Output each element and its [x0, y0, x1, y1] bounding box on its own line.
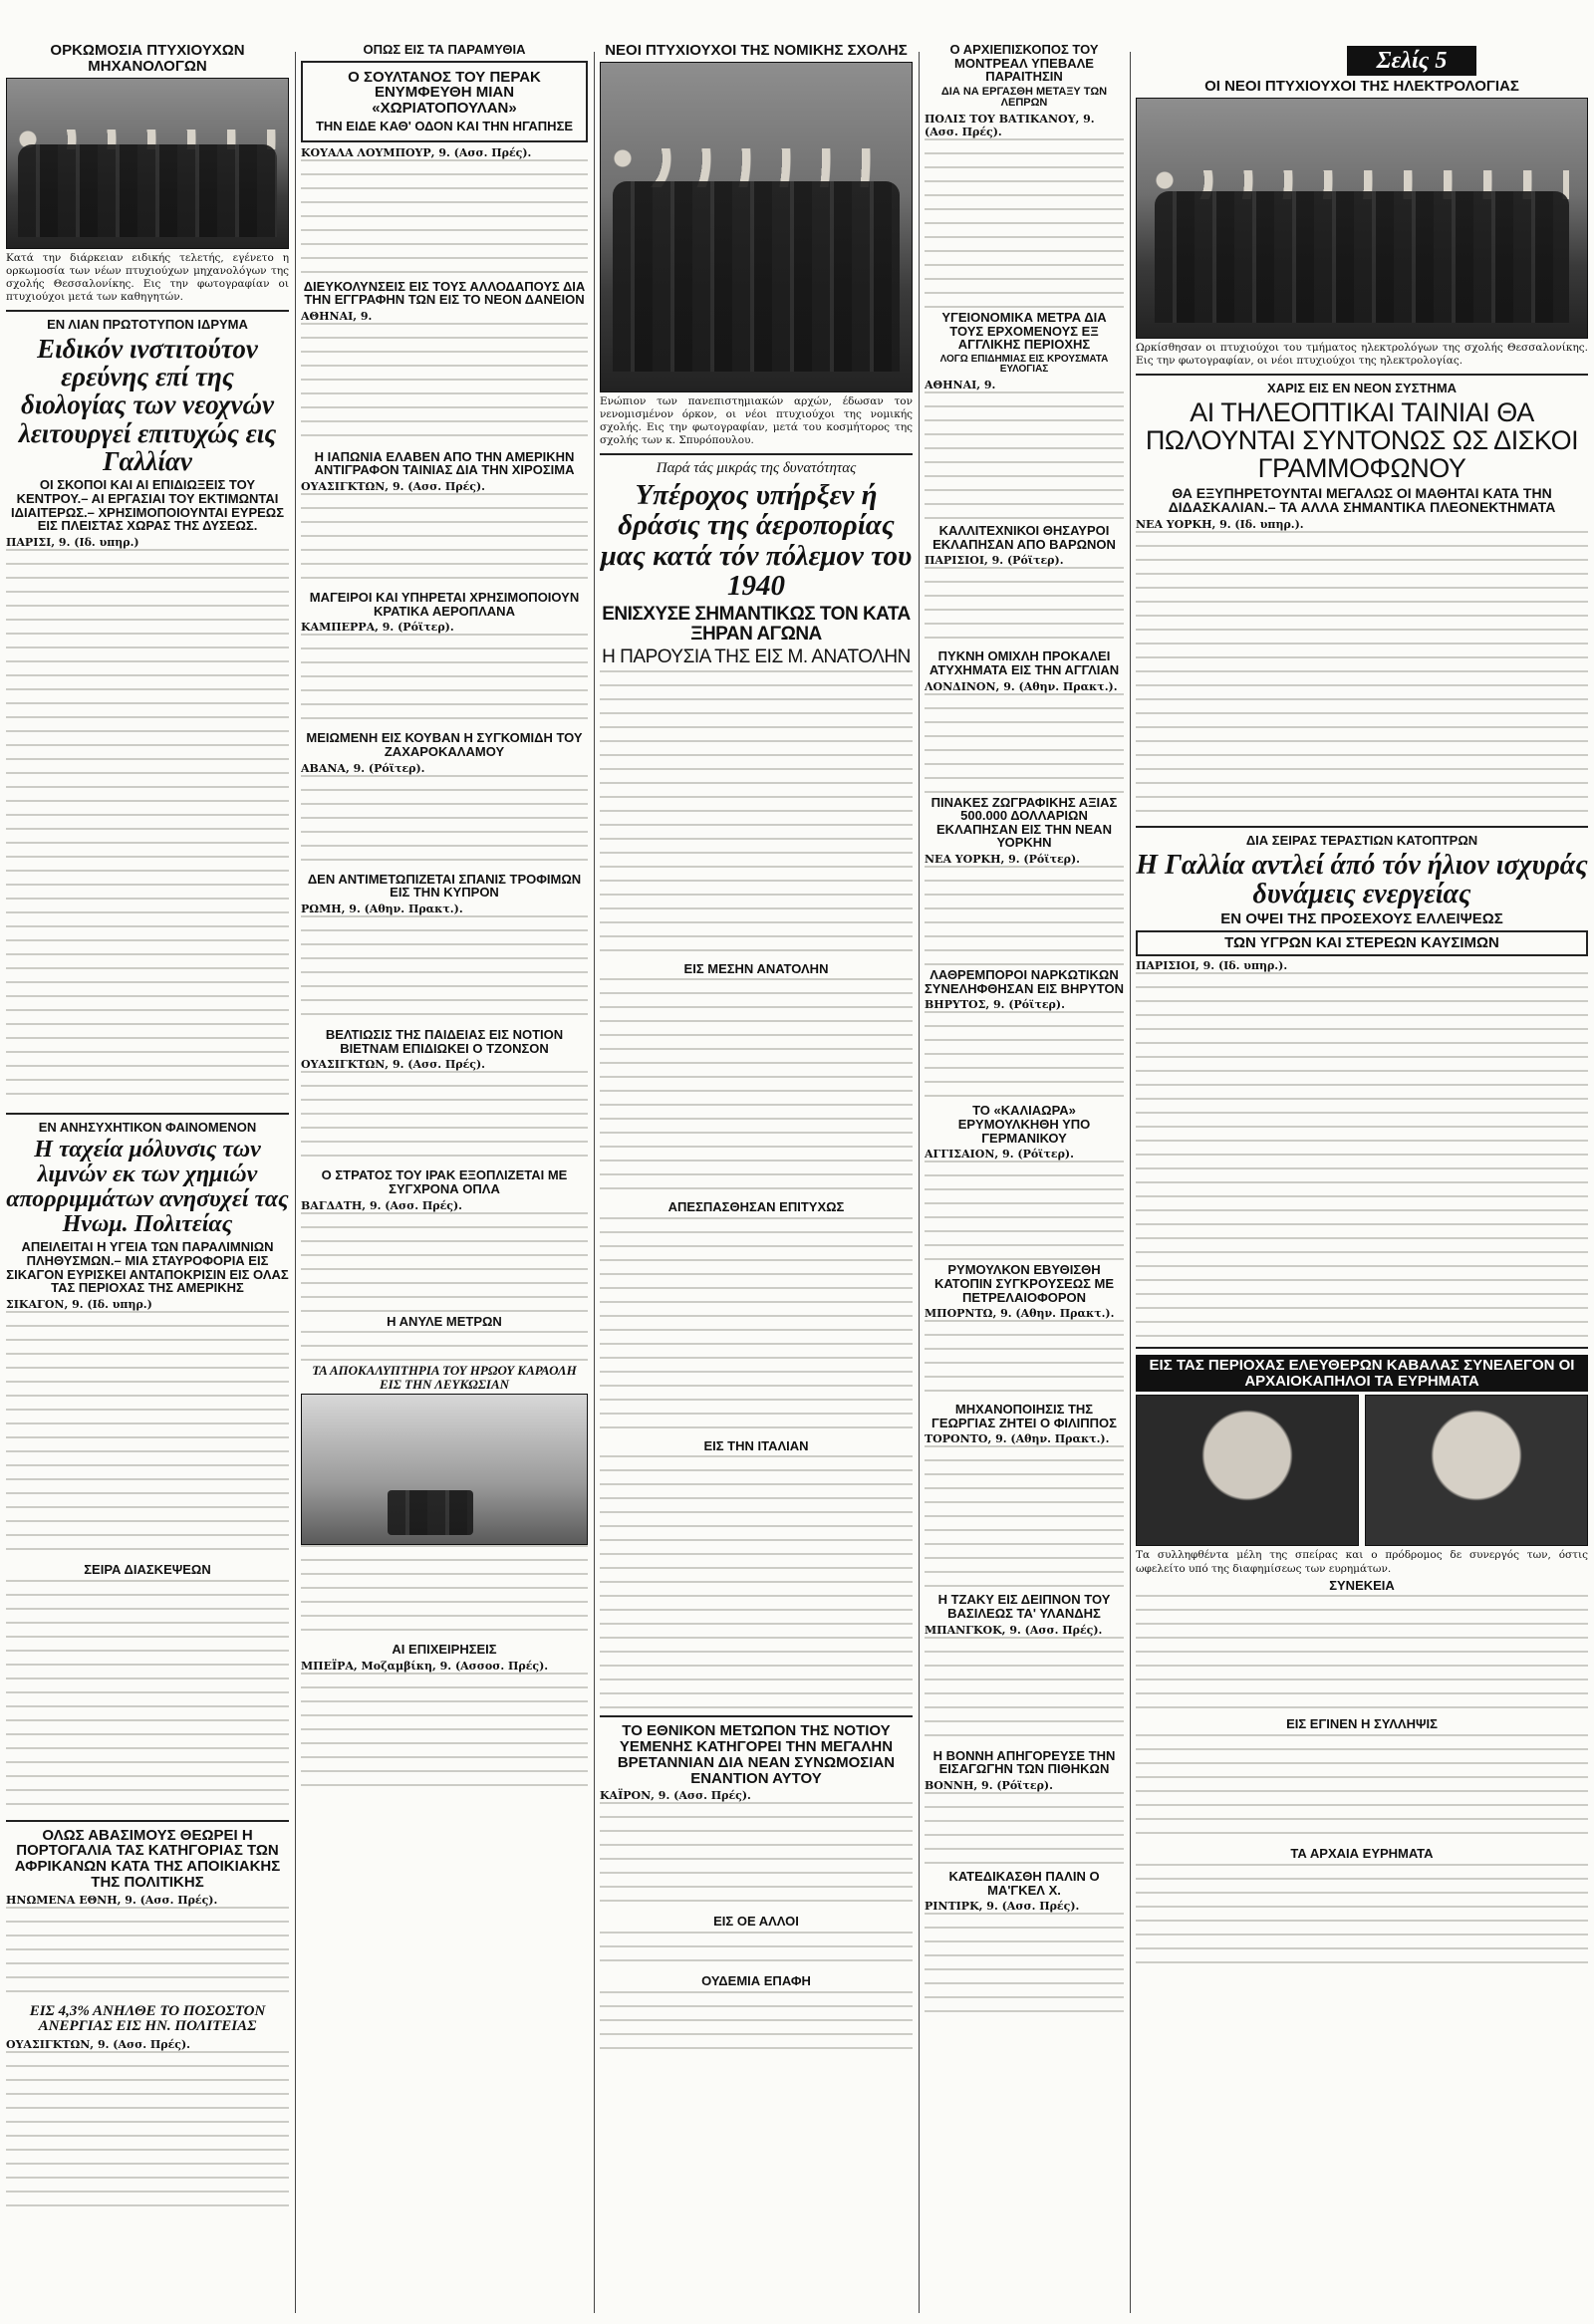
article-dateline: ΠΑΡΙΣΙΟΙ, 9. (Ρόϊτερ). [925, 554, 1064, 568]
article-body [301, 1673, 588, 1792]
article-headline: ΑΙ ΤΗΛΕΟΠΤΙΚΑΙ ΤΑΙΝΙΑΙ ΘΑ ΠΩΛΟΥΝΤΑΙ ΣΥΝΤΟΝΩΣ ΩΣ ΔΙΣΚΟΙ ΓΡΑΜΜΟΦΩΝΟΥ [1145, 396, 1579, 484]
section-subhead: ΑΙ ΕΠΙΧΕΙΡΗΣΕΙΣ [392, 1642, 497, 1658]
article-body [301, 634, 588, 728]
article-body [301, 159, 588, 277]
article-headline: ΤΑ ΑΠΟΚΑΛΥΠΤΗΡΙΑ ΤΟΥ ΗΡΩΟΥ ΚΑΡΑΟΛΗ ΕΙΣ ΤΗΝ ΛΕΥΚΩΣΙΑΝ [312, 1363, 577, 1392]
article-headline: Η ΙΑΠΩΝΙΑ ΕΛΑΒΕΝ ΑΠΟ ΤΗΝ ΑΜΕΡΙΚΗΝ ΑΝΤΙΓΡΑΦΟΝ ΤΑΙΝΙΑΣ ΔΙΑ ΤΗΝ ΧΙΡΟΣΙΜΑ [314, 448, 575, 478]
photo-graduates-electrical [1136, 98, 1588, 339]
article-body [600, 1802, 913, 1912]
article-body [301, 1212, 588, 1312]
article-body [925, 138, 1124, 308]
article-dateline: ΚΑΜΠΕΡΡΑ, 9. (Ρόϊτερ). [301, 621, 454, 635]
article-headline-main: Υπέροχος υπήρξεν ή δράσις της άεροπορίας μας κατά τόν πόλεμον του 1940 [600, 479, 913, 603]
article-body [301, 323, 588, 447]
photo-suspect-1 [1136, 1395, 1359, 1546]
article-body [600, 1455, 913, 1709]
article-headline: Ο ΣΤΡΑΤΟΣ ΤΟΥ ΙΡΑΚ ΕΞΟΠΛΙΖΕΤΑΙ ΜΕ ΣΥΓΧΡΟΝΑ ΟΠΛΑ [321, 1167, 568, 1196]
column-rule [594, 52, 595, 2313]
photo-headline-law: ΝΕΟΙ ΠΤΥΧΙΟΥΧΟΙ ΤΗΣ ΝΟΜΙΚΗΣ ΣΧΟΛΗΣ [605, 42, 908, 59]
article-body [1136, 531, 1588, 820]
article-dateline: ΑΓΓΙΣΑΙΟΝ, 9. (Ρόϊτερ). [925, 1148, 1074, 1162]
article-headline: Ειδικόν ινστιτούτον ερεύνης επί της διολογίας των νεοχνών λειτουργεί επιτυχώς εις Γαλλίαν [18, 333, 277, 477]
article-dateline: ΤΟΡΟΝΤΟ, 9. (Αθην. Πρακτ.). [925, 1432, 1110, 1446]
column-2 [301, 40, 588, 2316]
article-kicker: ΕΝ ΛΙΑΝ ΠΡΩΤΟΤΥΠΟΝ ΙΔΡΥΜΑ [47, 317, 248, 332]
article-headline: ΟΛΩΣ ΑΒΑΣΙΜΟΥΣ ΘΕΩΡΕΙ Η ΠΟΡΤΟΓΑΛΙΑ ΤΑΣ ΚΑΤΗΓΟΡΙΑΣ ΤΩΝ ΑΦΡΙΚΑΝΩΝ ΚΑΤΑ ΤΗΣ ΑΠΟΙΚΙΑΚΗΣ ΤΗΣ ΠΟΛΙΤΙΚΗΣ [14, 1826, 281, 1891]
article-dateline: ΒΗΡΥΤΟΣ, 9. (Ρόϊτερ). [925, 998, 1065, 1012]
photo-graduates-law [600, 62, 913, 392]
article-body [925, 1637, 1124, 1746]
article-body [925, 1445, 1124, 1590]
article-headline: ΠΙΝΑΚΕΣ ΖΩΓΡΑΦΙΚΗΣ ΑΞΙΑΣ 500.000 ΔΟΛΛΑΡΙΩΝ ΕΚΛΑΠΗΣΑΝ ΕΙΣ ΤΗΝ ΝΕΑΝ ΥΟΡΚΗΝ [930, 794, 1118, 851]
article-dateline: ΟΥΑΣΙΓΚΤΩΝ, 9. (Ασσ. Πρές). [301, 480, 486, 494]
article-subheadline: ΤΗΝ ΕΙΔΕ ΚΑΘ' ΟΔΟΝ ΚΑΙ ΤΗΝ ΗΓΑΠΗΣΕ [315, 118, 574, 133]
section-subhead: ΕΙΣ ΜΕΣΗΝ ΑΝΑΤΟΛΗΝ [683, 960, 829, 976]
article-kicker: ΕΝ ΑΝΗΣΥΧΗΤΙΚΟΝ ΦΑΙΝΟΜΕΝΟΝ [38, 1119, 257, 1135]
section-subhead: ΕΙΣ ΤΗΝ ΙΤΑΛΙΑΝ [703, 1437, 809, 1453]
article-body [925, 567, 1124, 646]
column-3 [600, 40, 913, 2316]
article-dateline: ΛΟΝΔΙΝΟΝ, 9. (Αθην. Πρακτ.). [925, 679, 1118, 693]
article-body [301, 915, 588, 1025]
section-subhead: ΤΑ ΑΡΧΑΙΑ ΕΥΡΗΜΑΤΑ [1290, 1846, 1434, 1861]
article-subheadline: ΑΠΕΙΛΕΙΤΑΙ Η ΥΓΕΙΑ ΤΩΝ ΠΑΡΑΛΙΜΝΙΩΝ ΠΛΗΘΥΣΜΩΝ.– ΜΙΑ ΣΤΑΥΡΟΦΟΡΙΑ ΕΙΣ ΣΙΚΑΓΟΝ ΕΥΡΙΣΚΕΙ ΑΝΤΑΠΟΚΡΙΣΙΝ ΕΙΣ ΟΛΑΣ ΤΑΣ ΠΕΡΙΟΧΑΣ ΤΗΣ ΑΜΕΡΙΚΗΣ [6, 1239, 289, 1296]
article-body [925, 391, 1124, 521]
article-dateline: ΜΠΟΡΝΤΩ, 9. (Αθην. Πρακτ.). [925, 1307, 1115, 1321]
article-dateline: ΠΟΛΙΣ ΤΟΥ ΒΑΤΙΚΑΝΟΥ, 9. (Ασσ. Πρές). [925, 113, 1095, 139]
article-body [600, 1991, 913, 2051]
article-subheadline: ΕΝΙΣΧΥΣΕ ΣΗΜΑΝΤΙΚΩΣ ΤΟΝ ΚΑΤΑ ΞΗΡΑΝ ΑΓΩΝΑ [602, 603, 911, 645]
article-dateline: ΗΝΩΜΕΝΑ ΕΘΝΗ, 9. (Ασσ. Πρές). [6, 1893, 218, 1907]
column-rule [919, 52, 920, 2313]
photo-suspect-2 [1365, 1395, 1588, 1546]
article-dateline: ΠΑΡΙΣΙ, 9. (Ιδ. υπηρ.) [6, 535, 139, 549]
article-subheadline: ΛΟΓΩ ΕΠΙΔΗΜΙΑΣ ΕΙΣ ΚΡΟΥΣΜΑΤΑ ΕΥΛΟΓΙΑΣ [939, 353, 1109, 376]
article-body [301, 493, 588, 588]
article-body [600, 978, 913, 1197]
section-subhead: ΣΥΝΕΚΕΙΑ [1329, 1577, 1395, 1593]
photo-headline-electrical: ΟΙ ΝΕΟΙ ΠΤΥΧΙΟΥΧΟΙ ΤΗΣ ΗΛΕΚΤΡΟΛΟΓΙΑΣ [1204, 78, 1519, 95]
article-headline: Ο ΣΟΥΛΤΑΝΟΣ ΤΟΥ ΠΕΡΑΚ ΕΝΥΜΦΕΥΘΗ ΜΙΑΝ «ΧΩΡΙΑΤΟΠΟΥΛΑΝ» [348, 68, 541, 118]
article-kicker: ΟΠΩΣ ΕΙΣ ΤΑ ΠΑΡΑΜΥΘΙΑ [363, 42, 526, 57]
article-headline: ΕΙΣ 4,3% ΑΝΗΛΘΕ ΤΟ ΠΟΣΟΣΤΟΝ ΑΝΕΡΓΙΑΣ ΕΙΣ ΗΝ. ΠΟΛΙΤΕΙΑΣ [29, 2002, 266, 2035]
article-headline: ΚΑΤΕΔΙΚΑΣΘΗ ΠΑΛΙΝ Ο ΜΑ'ΓΚΕΛ Χ. [948, 1869, 1100, 1898]
photo-headline-mechanical: ΟΡΚΩΜΟΣΙΑ ΠΤΥΧΙΟΥΧΩΝ ΜΗΧΑΝΟΛΟΓΩΝ [50, 42, 245, 75]
article-headline: Η Γαλλία αντλεί άπό τόν ήλιον ισχυράς δυνάμεις ενεργείας [1136, 849, 1588, 910]
article-dateline: ΑΒΑΝΑ, 9. (Ρόϊτερ). [301, 761, 425, 775]
article-dateline: ΝΕΑ ΥΟΡΚΗ, 9. (Ιδ. υπηρ.). [1136, 518, 1304, 532]
article-dateline: ΜΠΑΝΓΚΟΚ, 9. (Ασσ. Πρές). [925, 1623, 1103, 1637]
article-body [925, 1913, 1124, 2022]
article-subheadline: Η ΠΑΡΟΥΣΙΑ ΤΗΣ ΕΙΣ Μ. ΑΝΑΤΟΛΗΝ [602, 646, 911, 667]
article-headline: Η ΒΟΝΝΗ ΑΠΗΓΟΡΕΥΣΕ ΤΗΝ ΕΙΣΑΓΩΓΗΝ ΤΩΝ ΠΙΘΗΚΩΝ [932, 1747, 1116, 1777]
article-dateline: ΠΑΡΙΣΙΟΙ, 9. (Ιδ. υπηρ.). [1136, 958, 1288, 972]
article-body [600, 1932, 913, 1971]
article-body [1136, 1595, 1588, 1714]
photo-graduates-mechanical [6, 78, 289, 249]
article-body [6, 1311, 289, 1560]
article-headline: ΠΥΚΝΗ ΟΜΙΧΛΗ ΠΡΟΚΑΛΕΙ ΑΤΥΧΗΜΑΤΑ ΕΙΣ ΤΗΝ ΑΓΓΛΙΑΝ [929, 648, 1120, 677]
article-headline: ΤΟ ΕΘΝΙΚΟΝ ΜΕΤΩΠΟΝ ΤΗΣ ΝΟΤΙΟΥ ΥΕΜΕΝΗΣ ΚΑΤΗΓΟΡΕΙ ΤΗΝ ΜΕΓΑΛΗΝ ΒΡΕΤΑΝΝΙΑΝ ΔΙΑ ΝΕΑΝ ΣΥΝΩΜΟΣΙΑΝ ΕΝΑΝΤΙΟΝ ΑΥΤΟΥ [617, 1722, 896, 1787]
article-dateline: ΟΥΑΣΙΓΚΤΩΝ, 9. (Ασσ. Πρές). [301, 1058, 486, 1072]
section-subhead: ΕΙΣ ΕΓΙΝΕΝ Η ΣΥΛΛΗΨΙΣ [1286, 1716, 1438, 1732]
article-headline: ΥΓΕΙΟΝΟΜΙΚΑ ΜΕΤΡΑ ΔΙΑ ΤΟΥΣ ΕΡΧΟΜΕΝΟΥΣ ΕΞ ΑΓΓΛΙΚΗΣ ΠΕΡΙΟΧΗΣ [941, 310, 1107, 353]
article-body [301, 775, 588, 870]
article-body [1136, 1734, 1588, 1844]
article-body [6, 1907, 289, 2001]
article-kicker: Παρά τάς μικράς της δυνατότητας [656, 460, 857, 477]
article-headline: ΛΑΘΡΕΜΠΟΡΟΙ ΝΑΡΚΩΤΙΚΩΝ ΣΥΝΕΛΗΦΘΗΣΑΝ ΕΙΣ ΒΗΡΥΤΟΝ [925, 967, 1124, 996]
article-body [925, 693, 1124, 793]
article-headline: ΜΗΧΑΝΟΠΟΙΗΣΙΣ ΤΗΣ ΓΕΩΡΓΙΑΣ ΖΗΤΕΙ Ο ΦΙΛΙΠΠΟΣ [931, 1402, 1117, 1430]
article-subheadline: ΕΝ ΟΨΕΙ ΤΗΣ ΠΡΟΣΕΧΟΥΣ ΕΛΛΕΙΨΕΩΣ [1220, 910, 1503, 928]
article-headline: ΒΕΛΤΙΩΣΙΣ ΤΗΣ ΠΑΙΔΕΙΑΣ ΕΙΣ ΝΟΤΙΟΝ ΒΙΕΤΝΑΜ ΕΠΙΔΙΩΚΕΙ Ο ΤΖΟΝΣΟΝ [325, 1026, 564, 1056]
article-dateline: ΚΑΪΡΟΝ, 9. (Ασσ. Πρές). [600, 1789, 751, 1803]
article-headline: Η ταχεία μόλυνσις των λιμνών εκ των χημιών απορριμμάτων ανησυχεί τας Ηνωμ. Πολιτείας [6, 1136, 289, 1238]
article-subheadline: ΔΙΑ ΝΑ ΕΡΓΑΣΘΗ ΜΕΤΑΞΥ ΤΩΝ ΛΕΠΡΩΝ [940, 85, 1108, 110]
article-dateline: ΜΠΕΪΡΑ, Μοζαμβίκη, 9. (Ασσοσ. Πρές). [301, 1660, 549, 1674]
article-headline: Ο ΑΡΧΙΕΠΙΣΚΟΠΟΣ ΤΟΥ ΜΟΝΤΡΕΑΛ ΥΠΕΒΑΛΕ ΠΑΡΑΙΤΗΣΙΝ [949, 42, 1099, 85]
article-headline: ΡΥΜΟΥΛΚΟΝ ΕΒΥΘΙΣΘΗ ΚΑΤΟΠΙΝ ΣΥΓΚΡΟΥΣΕΩΣ ΜΕ ΠΕΤΡΕΛΑΙΟΦΟΡΟΝ [933, 1262, 1115, 1305]
photo-caption: Κατά την διάρκειαν ειδικής τελετής, εγένετο η ορκωμοσία των νέων πτυχιούχων μηχανολόγων της σχολής Θεσσαλονίκης. Εις την φωτογραφίαν οι πτυχιούχοι μετά των καθηγητών. [6, 251, 289, 303]
column-rule [295, 52, 296, 2313]
article-body [6, 549, 289, 1107]
article-dateline: ΣΙΚΑΓΟΝ, 9. (Ιδ. υπηρ.) [6, 1297, 152, 1311]
article-dateline: ΒΑΓΔΑΤΗ, 9. (Ασσ. Πρές). [301, 1198, 463, 1212]
article-body [1136, 972, 1588, 1341]
article-body [301, 1545, 588, 1640]
article-dateline: ΒΟΝΝΗ, 9. (Ρόϊτερ). [925, 1779, 1053, 1793]
section-subhead: Η ΑΝΥΛΕ ΜΕΤΡΩΝ [387, 1313, 502, 1329]
article-kicker: ΔΙΑ ΣΕΙΡΑΣ ΤΕΡΑΣΤΙΩΝ ΚΑΤΟΠΤΡΩΝ [1245, 833, 1478, 849]
section-subhead: ΑΠΕΣΠΑΣΘΗΣΑΝ ΕΠΙΤΥΧΩΣ [667, 1199, 845, 1215]
article-body [301, 1331, 588, 1361]
article-subheadline: ΟΙ ΣΚΟΠΟΙ ΚΑΙ ΑΙ ΕΠΙΔΙΩΞΕΙΣ ΤΟΥ ΚΕΝΤΡΟΥ.– ΑΙ ΕΡΓΑΣΙΑΙ ΤΟΥ ΕΚΤΙΜΩΝΤΑΙ ΙΔΙΑΙΤΕΡΩΣ.– ΧΡΗΣΙΜΟΠΟΙΟΥΝΤΑΙ ΕΥΡΕΩΣ ΕΙΣ ΠΛΕΙΣΤΑΣ ΧΩΡΑΣ ΤΗΣ ΔΥΣΕΩΣ. [10, 477, 285, 534]
article-dateline: ΑΘΗΝΑΙ, 9. [925, 378, 996, 391]
column-1 [6, 40, 289, 2316]
article-headline: ΜΑΓΕΙΡΟΙ ΚΑΙ ΥΠΗΡΕΤΑΙ ΧΡΗΣΙΜΟΠΟΙΟΥΝ ΚΡΑΤΙΚΑ ΑΕΡΟΠΛΑΝΑ [309, 590, 580, 619]
article-dateline: ΑΘΗΝΑΙ, 9. [301, 309, 373, 323]
page-number-logo: Σελίς 5 [1347, 46, 1476, 76]
article-kicker: ΧΑΡΙΣ ΕΙΣ ΕΝ ΝΕΟΝ ΣΥΣΤΗΜΑ [1266, 381, 1458, 395]
article-body [925, 1011, 1124, 1101]
article-dateline: ΡΩΜΗ, 9. (Αθην. Πρακτ.). [301, 902, 463, 915]
article-body [600, 1217, 913, 1436]
article-body [925, 1161, 1124, 1260]
article-body [301, 1071, 588, 1165]
article-headline: ΕΙΣ ΤΑΣ ΠΕΡΙΟΧΑΣ ΕΛΕΥΘΕΡΩΝ ΚΑΒΑΛΑΣ ΣΥΝΕΛΕΓΟΝ ΟΙ ΑΡΧΑΙΟΚΑΠΗΛΟΙ ΤΑ ΕΥΡΗΜΑΤΑ [1136, 1355, 1588, 1393]
article-body [6, 1580, 289, 1814]
photo-monument-karaolis [301, 1394, 588, 1545]
photo-caption: Τα συλληφθέντα μέλη της σπείρας και ο πρόδρομος δε συνεργός των, όστις ωφελείτο υπό της διαφημίσεως των ευρημάτων. [1136, 1549, 1588, 1575]
section-subhead: ΟΥΔΕΜΙΑ ΕΠΑΦΗ [701, 1973, 811, 1989]
photo-caption: Ενώπιον των πανεπιστημιακών αρχών, έδωσαν τον νενομισμένον όρκον, οι νέοι πτυχιούχοι της νομικής σχολής. Εις την φωτογραφίαν, μετά του κοσμήτορος της σχολής των κ. Σπυρόπουλου. [600, 394, 913, 447]
article-headline: ΔΕΝ ΑΝΤΙΜΕΤΩΠΙΖΕΤΑΙ ΣΠΑΝΙΣ ΤΡΟΦΙΜΩΝ ΕΙΣ ΤΗΝ ΚΥΠΡΟΝ [307, 871, 582, 901]
article-body [600, 670, 913, 959]
article-body [6, 2051, 289, 2210]
article-subheadline: ΘΑ ΕΞΥΠΗΡΕΤΟΥΝΤΑΙ ΜΕΓΑΛΩΣ ΟΙ ΜΑΘΗΤΑΙ ΚΑΤΑ ΤΗΝ ΔΙΔΑΣΚΑΛΙΑΝ.– ΤΑ ΑΛΛΑ ΣΗΜΑΝΤΙΚΑ ΠΛΕΟΝΕΚΤΗΜΑΤΑ [1168, 484, 1556, 516]
article-body [925, 866, 1124, 965]
article-subheadline: ΤΩΝ ΥΓΡΩΝ ΚΑΙ ΣΤΕΡΕΩΝ ΚΑΥΣΙΜΩΝ [1136, 930, 1588, 956]
article-body [925, 1320, 1124, 1400]
article-dateline: ΡΙΝΤΙΡΚ, 9. (Ασσ. Πρές). [925, 1900, 1080, 1914]
column-rule [1130, 52, 1131, 2313]
photo-caption: Ωρκίσθησαν οι πτυχιούχοι του τμήματος ηλεκτρολόγων της σχολής Θεσσαλονίκης. Εις την φωτογραφίαν, οι νέοι πτυχιούχοι της ηλεκτρολογίας. [1136, 341, 1588, 367]
article-headline: ΚΑΛΛΙΤΕΧΝΙΚΟΙ ΘΗΣΑΥΡΟΙ ΕΚΛΑΠΗΣΑΝ ΑΠΟ ΒΑΡΩΝΟΝ [932, 522, 1116, 552]
article-body [1136, 1864, 1588, 1973]
article-headline: ΤΟ «ΚΑΛΙΑΩΡΑ» ΕΡΥΜΟΥΛΚΗΘΗ ΥΠΟ ΓΕΡΜΑΝΙΚΟΥ [957, 1103, 1091, 1146]
article-dateline: ΚΟΥΑΛΑ ΛΟΥΜΠΟΥΡ, 9. (Ασσ. Πρές). [301, 145, 532, 159]
section-subhead: ΕΙΣ ΟΕ ΑΛΛΟΙ [713, 1914, 799, 1930]
article-body [925, 1792, 1124, 1867]
article-headline: Η ΤΖΑΚΥ ΕΙΣ ΔΕΙΠΝΟΝ ΤΟΥ ΒΑΣΙΛΕΩΣ ΤΑ' ΥΛΑΝΔΗΣ [937, 1592, 1111, 1622]
article-headline: ΔΙΕΥΚΟΛΥΝΣΕΙΣ ΕΙΣ ΤΟΥΣ ΑΛΛΟΔΑΠΟΥΣ ΔΙΑ ΤΗΝ ΕΓΓΡΑΦΗΝ ΤΩΝ ΕΙΣ ΤΟ ΝΕΟΝ ΔΑΝΕΙΟΝ [303, 278, 586, 308]
column-5 [1136, 76, 1588, 2317]
article-dateline: ΟΥΑΣΙΓΚΤΩΝ, 9. (Ασσ. Πρές). [6, 2038, 191, 2052]
column-4 [925, 40, 1124, 2316]
article-dateline: ΝΕΑ ΥΟΡΚΗ, 9. (Ρόϊτερ). [925, 853, 1081, 867]
section-subhead: ΣΕΙΡΑ ΔΙΑΣΚΕΨΕΩΝ [84, 1561, 211, 1577]
article-headline: ΜΕΙΩΜΕΝΗ ΕΙΣ ΚΟΥΒΑΝ Η ΣΥΓΚΟΜΙΔΗ ΤΟΥ ΖΑΧΑΡΟΚΑΛΑΜΟΥ [306, 730, 583, 760]
